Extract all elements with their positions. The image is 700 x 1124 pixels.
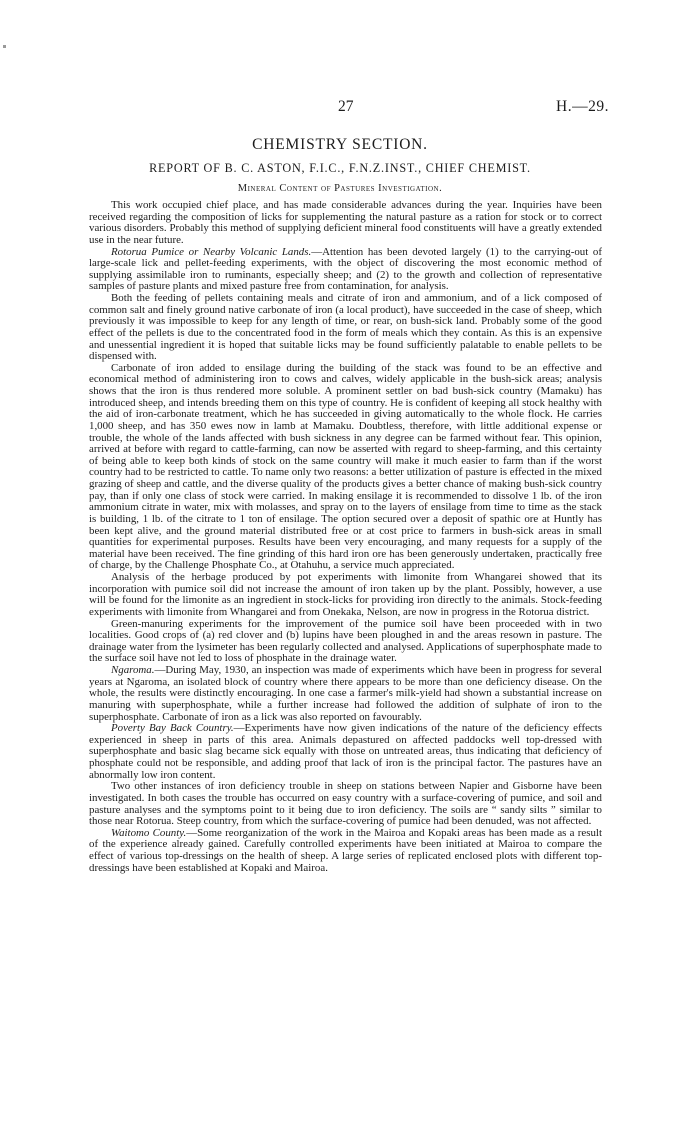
report-title: REPORT OF B. C. ASTON, F.I.C., F.N.Z.INST., CHIEF CHEMIST. bbox=[149, 161, 531, 175]
paragraph bbox=[89, 363, 602, 572]
report-body bbox=[89, 200, 602, 874]
paragraph-lead: Rotorua Pumice or Nearby Volcanic Lands. bbox=[111, 245, 312, 258]
paragraph bbox=[89, 200, 602, 247]
paragraph-text: Carbonate of iron added to ensilage during the building of the stack was found to be an effective and economical method of administering iron to cows and calves, widely applicable in the bush-sick areas; analysis shows that the iron is thus rendered more soluble. A prominent settler on bad bush-sick country (Mamaku) has introduced sheep, and intends breeding them on this type of country. He is confident of keeping all stock healthy with the aid of iron-carbonate treatment, which he has succeeded in giving automatically to the whole flock. He carries 1,000 sheep, and has 350 ewes now in lamb at Mamaku. Doubtless, therefore, with little additional expense or trouble, the whole of the lands affected with bush sickness in any degree can be farmed without fear. This opinion, arrived at before with regard to cattle-farming, can now be asserted with regard to sheep-farming, and this certainty of being able to keep both kinds of stock on the same country will make it much easier to farm than if the worst country had to be restricted to cattle. To name only two reasons: a better utilization of pasture is effected in the mixed grazing of sheep and cattle, and the diverse quality of the products gives a better chance of making bush-sick country pay, than if only one class of stock were carried. In making ensilage it is recommended to dissolve 1 lb. of the iron ammonium citrate in water, mix with molasses, and spray on to the layers of ensilage from time to time as the stack is building, 1 lb. of the citrate to 1 ton of ensilage. The option secured over a deposit of spathic ore at Huntly has been kept alive, and the ground material distributed free or at cost price to farmers in bush-sick areas in small quantities for experimental purposes. Results have been very encouraging, and many requests for a supply of the material have been received. The fine grinding of this hard iron ore has been generously undertaken, practically free of charge, by the Challenge Phosphate Co., at Otahuhu, a service much appreciated. bbox=[89, 361, 602, 572]
subheading: Mineral Content of Pastures Investigation. bbox=[237, 183, 443, 194]
paragraph bbox=[89, 619, 602, 666]
paragraph-text: —Some reorganization of the work in the Mairoa and Kopaki areas has been made as a result of the experience already gained. Carefully controlled experiments have been initiated at Mairoa to compare the effect of various top-dressings on the health of sheep. A large series of replicated enclosed plots with different top-dressings have been established at Kopaki and Mairoa. bbox=[89, 826, 602, 874]
paragraph-lead: Ngaroma. bbox=[111, 664, 155, 676]
page-number: 27 bbox=[338, 98, 354, 115]
paragraph bbox=[89, 665, 602, 723]
scan-mark bbox=[3, 45, 6, 48]
paragraph bbox=[89, 828, 602, 875]
paragraph bbox=[89, 293, 602, 363]
section-title: CHEMISTRY SECTION. bbox=[252, 136, 428, 153]
paragraph-lead: Poverty Bay Back Country. bbox=[111, 722, 234, 735]
paragraph-text: —Experiments have now given indications of the nature of the deficiency effects experienced in sheep in parts of this area. Animals depastured on affected paddocks well top-dressed with superphosphate and basic slag became sick equally with those on untreated areas, thus indicating that deficiency of phosphate could not be responsible, and adding proof that lack of iron is the principal factor. The pastures have an abnormally low iron content. bbox=[89, 722, 603, 781]
paragraph-text: —Attention has been devoted largely (1) to the carrying-out of large-scale lick and pellet-feeding experiments, with the object of discovering the most economic method of supplying assimilable iron to ruminants, especially sheep; and (2) to the growth and collection of representative samples of pasture plants and mixed pasture free from contamination, for analysis. bbox=[89, 245, 602, 293]
paragraph bbox=[89, 723, 602, 781]
paragraph-text: Two other instances of iron deficiency trouble in sheep on stations between Napier and Gisborne have been investigated. In both cases the trouble has occurred on easy country with a surface-covering of pumice, and soil and pasture analyses and the symptoms point to it being due to iron deficiency. The soils are “ sandy silts ” similar to those near Rotorua. Steep country, from which the surface-covering of pumice had been denuded, was not affected. bbox=[89, 780, 602, 828]
paragraph-lead: Waitomo County. bbox=[111, 826, 187, 839]
paragraph bbox=[89, 781, 602, 828]
paragraph-text: Green-manuring experiments for the improvement of the pumice soil have been proceeded with in two localities. Good crops of (a) red clover and (b) lupins have been ploughed in and the areas resown in pasture. The drainage water from the lysimeter has been regularly collected and analysed. Applications of superphosphate made to the surface soil have not led to loss of phosphate in the drainage water. bbox=[89, 617, 602, 665]
paragraph-text: Both the feeding of pellets containing meals and citrate of iron and ammonium, and of a lick composed of common salt and finely ground native carbonate of iron (a local product), have succeeded in the case of sheep, which previously it was impossible to keep for any length of time, or rear, on bush-sick land. Probably some of the good effect of the pellets is due to the concentrated food in the form of meals which they contain. As this is an expensive and unessential ingredient it is hoped that suitable licks may be found sufficiently palatable to enable pellets to be dispensed with. bbox=[89, 292, 602, 363]
paragraph bbox=[89, 247, 602, 294]
paragraph bbox=[89, 572, 602, 619]
paragraph-text: Analysis of the herbage produced by pot experiments with limonite from Whangarei showed that its incorporation with pumice soil did not increase the amount of iron taken up by the plant. Possibly, however, a use will be found for the limonite as an ingredient in stock-licks for providing iron directly to the animals. Stock-feeding experiments with limonite from Whangarei and from Onekaka, Nelson, are now in progress in the Rotorua district. bbox=[89, 571, 602, 618]
paragraph-text: —During May, 1930, an inspection was made of experiments which have been in progress for several years at Ngaroma, an isolated block of country where there appears to be more than one deficiency disease. On the whole, the results were distinctly encouraging. In one case a farmer's milk-yield had shown a substantial increase on manuring with superphosphate, while a further increase had followed the addition of sulphate of iron to the superphosphate. Carbonate of iron as a lick was also reported on favourably. bbox=[89, 664, 602, 723]
paragraph-text: This work occupied chief place, and has made considerable advances during the year. Inquiries have been received regarding the composition of licks for supplementing the natural pasture as a ration for stock or to correct various disorders. Probably this method of supplying deficient mineral food constituents will have a greatly extended use in the near future. bbox=[89, 199, 602, 246]
document-reference: H.—29. bbox=[556, 98, 609, 115]
